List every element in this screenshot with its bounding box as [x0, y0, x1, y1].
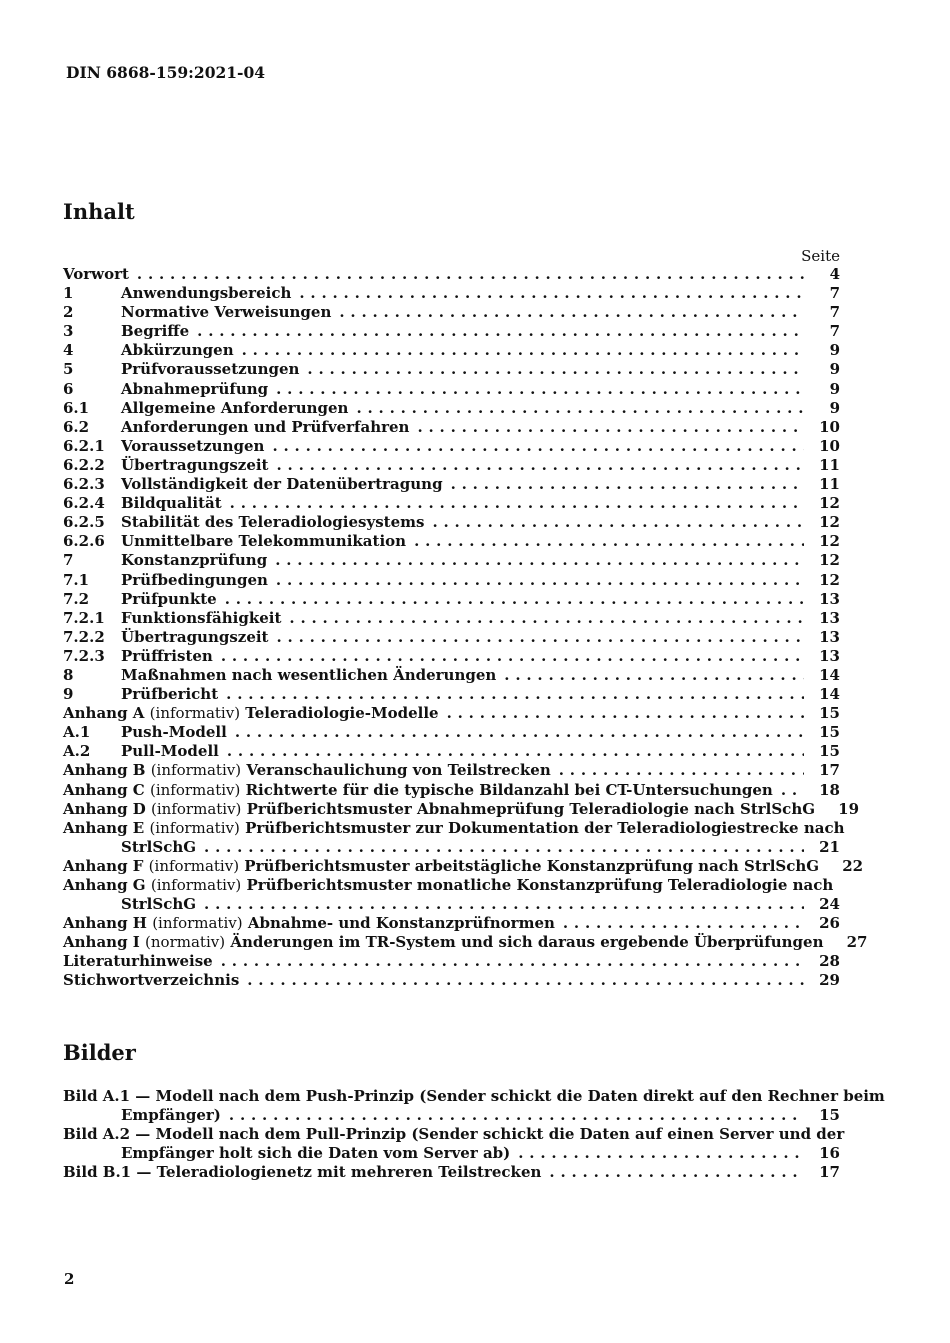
toc-literature[interactable]: Literaturhinweise . . . 28	[63, 952, 840, 971]
toc-entry[interactable]: 6.2.3 Vollständigkeit der Datenübertragung . . . 11	[63, 475, 840, 494]
toc-annex-i[interactable]: Anhang I (normativ) Änderungen im TR-System und sich daraus ergebende Überprüfungen 27	[63, 933, 868, 952]
toc-index[interactable]: Stichwortverzeichnis . . . 29	[63, 971, 840, 990]
toc-entry[interactable]: 6.2.2 Übertragungszeit . . . 11	[63, 456, 840, 475]
dot-leader	[289, 609, 804, 628]
dot-leader	[137, 265, 804, 284]
page-number: 2	[64, 1270, 75, 1288]
toc-entry[interactable]: 6.2.1 Voraussetzungen . . . 10	[63, 437, 840, 456]
dot-leader	[276, 571, 804, 590]
page-column-label: Seite	[801, 247, 840, 265]
dot-leader	[549, 1163, 804, 1182]
toc-entry[interactable]: 6 Abnahmeprüfung . . . 9	[63, 380, 840, 399]
toc-entry[interactable]: 6.2 Anforderungen und Prüfverfahren . . . 10	[63, 418, 840, 437]
toc-entry[interactable]: 5 Prüfvoraussetzungen . . . 9	[63, 360, 840, 379]
dot-leader	[299, 284, 804, 303]
dot-leader	[247, 971, 804, 990]
table-of-contents	[63, 265, 868, 991]
figure-entry[interactable]: Bild B.1 — Teleradiologienetz mit mehreren Teilstrecken . . . 17	[63, 1163, 840, 1182]
dot-leader	[277, 456, 805, 475]
toc-annex-g-continued[interactable]: StrlSchG . . . 24	[63, 895, 840, 914]
toc-annex-a[interactable]: Anhang A (informativ) Teleradiologie-Modelle . . . 15	[63, 704, 840, 723]
dot-leader	[781, 781, 804, 800]
dot-leader	[307, 360, 804, 379]
toc-entry[interactable]: 4 Abkürzungen . . . 9	[63, 341, 840, 360]
list-of-figures	[63, 1087, 885, 1182]
toc-annex-f[interactable]: Anhang F (informativ) Prüfberichtsmuster arbeitstägliche Konstanzprüfung nach StrlSchG 22	[63, 856, 864, 875]
document-id: DIN 6868-159:2021-04	[66, 63, 266, 82]
toc-entry[interactable]: 7.2.3 Prüffristen . . . 13	[63, 647, 840, 666]
dot-leader	[518, 1144, 804, 1163]
toc-annex-b[interactable]: Anhang B (informativ) Veranschaulichung von Teilstrecken . . . 17	[63, 761, 840, 780]
dot-leader	[277, 628, 805, 647]
toc-annex-d[interactable]: Anhang D (informativ) Prüfberichtsmuster Abnahmeprüfung Teleradiologie nach StrlSchG 19	[63, 799, 860, 818]
toc-entry[interactable]: 6.2.4 Bildqualität . . . 12	[63, 494, 840, 513]
toc-entry[interactable]: 7.2.2 Übertragungszeit . . . 13	[63, 628, 840, 647]
toc-entry[interactable]: 7.1 Prüfbedingungen . . . 12	[63, 571, 840, 590]
toc-entry[interactable]: 6.2.6 Unmittelbare Telekommunikation . . . 12	[63, 532, 840, 551]
dot-leader	[242, 341, 804, 360]
toc-entry[interactable]: 9 Prüfbericht . . . 14	[63, 685, 840, 704]
contents-heading: Inhalt	[63, 199, 135, 224]
toc-entry-vorwort[interactable]: Vorwort . . . 4	[63, 265, 840, 284]
toc-entry[interactable]: 6.1 Allgemeine Anforderungen . . . 9	[63, 399, 840, 418]
dot-leader	[447, 704, 804, 723]
dot-leader	[221, 952, 804, 971]
figure-entry-continued[interactable]: Empfänger holt sich die Daten vom Server ab) . . . 16	[63, 1144, 840, 1163]
dot-leader	[504, 666, 804, 685]
figure-entry[interactable]: Bild A.2 — Modell nach dem Pull-Prinzip (Sender schickt die Daten auf einen Server und der	[63, 1125, 845, 1144]
figure-entry[interactable]: Bild A.1 — Modell nach dem Push-Prinzip (Sender schickt die Daten direkt auf den Rechner beim	[63, 1087, 885, 1105]
dot-leader	[204, 838, 804, 857]
toc-entry[interactable]: 1 Anwendungsbereich . . . 7	[63, 284, 840, 303]
dot-leader	[230, 494, 804, 513]
toc-annex-h[interactable]: Anhang H (informativ) Abnahme- und Konstanzprüfnormen . . . 26	[63, 914, 840, 933]
toc-entry[interactable]: A.2 Pull-Modell . . . 15	[63, 742, 840, 761]
dot-leader	[225, 590, 804, 609]
toc-annex-e[interactable]: Anhang E (informativ) Prüfberichtsmuster zur Dokumentation der Teleradiologiestrecke nach	[63, 818, 845, 837]
dot-leader	[432, 513, 804, 532]
toc-annex-g[interactable]: Anhang G (informativ) Prüfberichtsmuster monatliche Konstanzprüfung Teleradiologie nach	[63, 876, 834, 894]
dot-leader	[226, 685, 804, 704]
toc-entry[interactable]: 6.2.5 Stabilität des Teleradiologiesystems . . . 12	[63, 513, 840, 532]
dot-leader	[235, 723, 804, 742]
dot-leader	[229, 1106, 804, 1125]
toc-entry[interactable]: 7 Konstanzprüfung . . . 12	[63, 551, 840, 570]
toc-entry[interactable]: 2 Normative Verweisungen . . . 7	[63, 303, 840, 322]
dot-leader	[339, 303, 804, 322]
toc-entry[interactable]: 7.2.1 Funktionsfähigkeit . . . 13	[63, 609, 840, 628]
dot-leader	[417, 418, 804, 437]
dot-leader	[227, 742, 804, 761]
toc-entry[interactable]: 8 Maßnahmen nach wesentlichen Änderungen . . . 14	[63, 666, 840, 685]
dot-leader	[451, 475, 804, 494]
dot-leader	[559, 761, 804, 780]
dot-leader	[272, 437, 804, 456]
figures-heading: Bilder	[63, 1040, 136, 1065]
dot-leader	[221, 647, 804, 666]
dot-leader	[275, 551, 804, 570]
dot-leader	[356, 399, 804, 418]
toc-entry[interactable]: 7.2 Prüfpunkte . . . 13	[63, 590, 840, 609]
toc-annex-e-continued[interactable]: StrlSchG . . . 21	[63, 838, 840, 857]
dot-leader	[197, 322, 804, 341]
figure-entry-continued[interactable]: Empfänger) . . . 15	[63, 1106, 840, 1125]
toc-annex-c[interactable]: Anhang C (informativ) Richtwerte für die typische Bildanzahl bei CT-Untersuchungen . . . 18	[63, 781, 840, 800]
dot-leader	[563, 914, 804, 933]
toc-entry[interactable]: 3 Begriffe . . . 7	[63, 322, 840, 341]
toc-entry[interactable]: A.1 Push-Modell . . . 15	[63, 723, 840, 742]
dot-leader	[204, 895, 804, 914]
dot-leader	[414, 532, 804, 551]
dot-leader	[276, 380, 804, 399]
